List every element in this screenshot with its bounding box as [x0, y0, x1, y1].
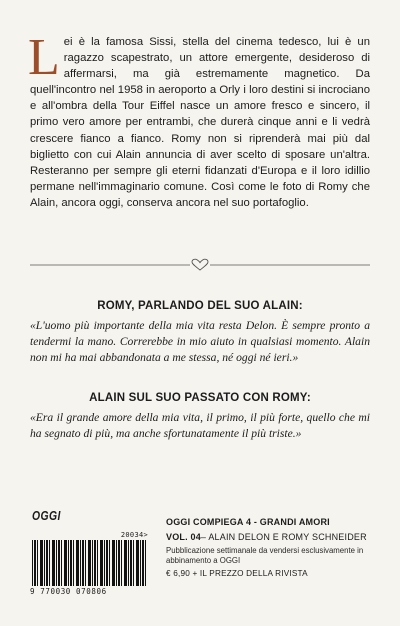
quote-heading-romy: ROMY, PARLANDO DEL SUO ALAIN:	[97, 300, 303, 312]
quote-text-alain: «Era il grande amore della mia vita, il primo, il più forte, quello che mi ha segnato di più, ma anche sfortunatamente il più triste.»	[30, 411, 370, 440]
series-title: OGGI COMPIEGA 4 - GRANDI AMORI	[166, 517, 330, 527]
quote-text-romy: «L'uomo più importante della mia vita resta Delon. È sempre pronto a tendermi la mano. Correrebbe in mio aiuto in qualsiasi momento. Alain non mi ha mai abbandonata a me stessa, né oggi né ieri.»	[30, 319, 370, 364]
ornament-divider	[30, 258, 370, 272]
synopsis-paragraph	[28, 29, 370, 211]
drop-cap: L	[28, 29, 60, 86]
barcode-number: 9 770030 070806	[30, 587, 148, 596]
barcode	[30, 531, 148, 599]
volume-label: VOL. 04	[166, 532, 201, 542]
barcode-supplement-code: 20034>	[120, 531, 148, 539]
price: € 6,90 + IL PREZZO DELLA RIVISTA	[166, 569, 308, 579]
publication-note: Pubblicazione settimanale da vendersi esclusivamente in abbinamento a OGGI	[166, 546, 364, 565]
volume-title: – ALAIN DELON E ROMY SCHNEIDER	[200, 532, 367, 542]
quote-heading-alain: ALAIN SUL SUO PASSATO CON ROMY:	[89, 392, 311, 404]
oggi-logo: OGGI	[32, 508, 61, 523]
barcode-bars	[32, 540, 148, 586]
publication-info	[166, 517, 376, 578]
synopsis-text: ei è la famosa Sissi, stella del cinema tedesco, lui è un ragazzo scapestrato, un attore emergente, desideroso di affermarsi, ma già estremamente magnetico. Da quell'incontro nel 1958 in aeroporto a Orly i loro destini si incrociano e all'ombra della Tour Eiffel nasce un amore fresco e sincero, il primo vero amore per entrambi, che durerà cinque anni e li vedrà crescere fianco a fianco. Romy non si riprenderà mai più dal biglietto con cui Alain annuncia di aver scelto di sposare un'altra. Resteranno per sempre gli eterni fidanzati d'Europa e il loro idillio permane nell'immaginario comune. Così come le foto di Romy che Alain, ancora oggi, conserva ancora nel suo portafoglio.	[30, 36, 370, 209]
heart-icon	[192, 259, 208, 270]
volume-line	[166, 532, 376, 542]
